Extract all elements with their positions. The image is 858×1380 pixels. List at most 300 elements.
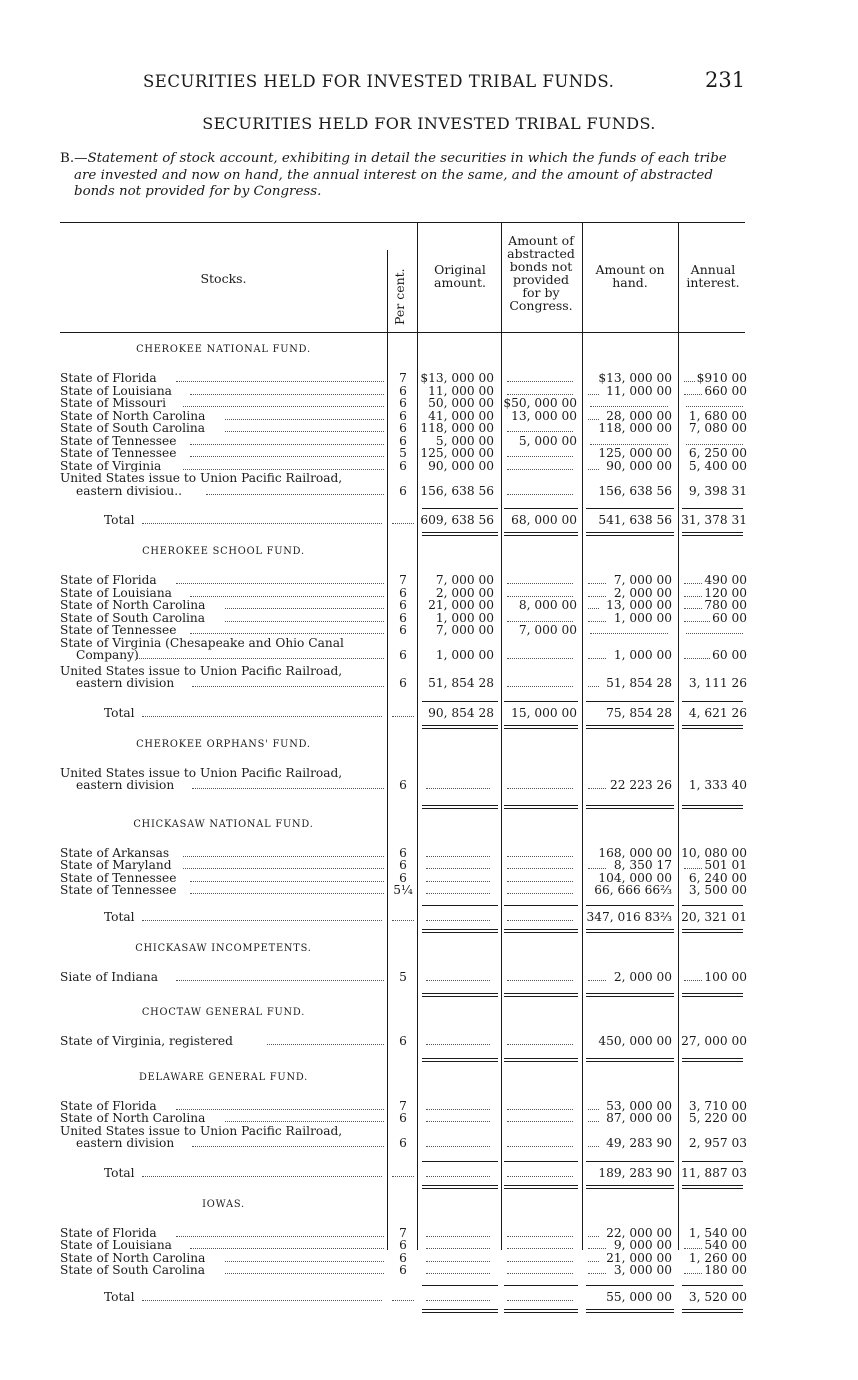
section-double-rule [504, 1309, 578, 1310]
total-rule [682, 1285, 743, 1286]
table-row [60, 397, 745, 410]
per-cent-value: 7 [399, 1225, 407, 1240]
section-double-rule [682, 993, 743, 994]
amount-hand: 28, 000 00 [606, 408, 672, 423]
empty-cell-dots [426, 980, 490, 981]
amount-leader-dots [684, 608, 702, 609]
stock-name: State of Florida [60, 1226, 157, 1239]
amount-int: 60 00 [712, 610, 747, 625]
section-double-rule [504, 532, 578, 533]
leader-dots [142, 1176, 382, 1177]
leader-dots [192, 788, 384, 789]
section-double-rule [682, 1188, 743, 1189]
stock-name: State of Virginia [60, 459, 162, 472]
amount-int: 501 01 [704, 858, 747, 872]
amount-int: 100 00 [704, 969, 747, 984]
leader-dots [190, 633, 384, 634]
leader-dots [225, 608, 384, 609]
table-row-total [60, 911, 745, 924]
amount-hand: 53, 000 00 [606, 1098, 672, 1113]
amount-leader-dots [588, 394, 599, 395]
amount-int: 3, 111 26 [688, 676, 747, 690]
amount-leader-dots [684, 394, 702, 395]
securities-table [60, 222, 747, 1304]
amount-orig: 156, 638 56 [420, 483, 494, 498]
total-hand: 55, 000 00 [606, 1289, 672, 1304]
stock-name-line1: United States issue to Union Pacific Railroad, [60, 664, 343, 678]
per-cent-value: 6 [399, 383, 407, 398]
stock-name: State of Missouri [60, 397, 167, 410]
leader-dots [225, 621, 384, 622]
per-cent-value: 6 [399, 598, 407, 612]
total-label: Total [104, 1166, 135, 1179]
per-cent-value: 6 [399, 870, 407, 885]
empty-cell-dots [426, 1300, 490, 1301]
empty-cell-dots [426, 1109, 490, 1110]
section-double-rule [586, 532, 674, 533]
total-rule [504, 1161, 578, 1162]
amount-leader-dots [588, 621, 606, 622]
amount-orig: 1, 000 00 [435, 648, 494, 662]
table-row-total [60, 1167, 745, 1180]
amount-leader-dots [684, 868, 702, 869]
per-cent-value: 7 [399, 573, 407, 587]
total-rule [586, 1285, 674, 1286]
section-title: CHEROKEE SCHOOL FUND. [142, 546, 305, 557]
leader-dots [225, 1273, 384, 1274]
empty-cell-dots [426, 788, 490, 789]
section-title: CHICKASAW INCOMPETENTS. [135, 942, 312, 954]
stock-name: State of North Carolina [60, 599, 206, 612]
total-rule [682, 1161, 743, 1162]
section-double-rule [682, 805, 743, 806]
empty-cell-dots [590, 444, 668, 445]
table-row [60, 859, 745, 872]
amount-hand: 13, 000 00 [606, 598, 672, 612]
section-double-rule [422, 1309, 498, 1310]
table-row-total [60, 1291, 745, 1304]
empty-cell-dots [686, 444, 743, 445]
per-cent-value: 6 [399, 1136, 407, 1150]
amount-hand: 21, 000 00 [606, 1250, 672, 1265]
section-double-rule [682, 1058, 743, 1059]
total-rule [682, 701, 743, 702]
amount-hand: 104, 000 00 [598, 870, 672, 885]
amount-orig: 51, 854 28 [428, 676, 494, 690]
amount-int: 1, 680 00 [688, 408, 747, 423]
section-double-rule [586, 1312, 674, 1313]
section-double-rule [422, 929, 498, 930]
amount-leader-dots [588, 1273, 606, 1274]
amount-hand: 87, 000 00 [606, 1111, 672, 1125]
leader-dots [176, 583, 384, 584]
per-cent-value: 7 [399, 371, 407, 385]
section-double-rule [586, 728, 674, 729]
stock-name: Siate of Indiana [60, 970, 158, 983]
leader-dots [190, 881, 384, 882]
empty-cell-dots [426, 1261, 490, 1262]
empty-cell-dots [426, 893, 490, 894]
section-double-rule [586, 1309, 674, 1310]
total-rule [504, 1285, 578, 1286]
amount-hand: 22 223 26 [609, 778, 672, 792]
empty-cell-dots [426, 1146, 490, 1147]
per-cent-value: 6 [399, 433, 407, 448]
amount-hand: 7, 000 00 [613, 573, 672, 587]
amount-int: 5, 220 00 [688, 1111, 747, 1125]
total-label: Total [104, 514, 135, 527]
amount-leader-dots [588, 980, 606, 981]
column-rule [582, 222, 583, 1250]
empty-cell-dots [507, 658, 573, 659]
empty-cell-dots [507, 893, 573, 894]
per-cent-value: 6 [399, 585, 407, 600]
table-row [60, 1125, 745, 1150]
empty-cell-dots [507, 621, 573, 622]
empty-cell-dots [426, 868, 490, 869]
amount-orig: 7, 000 00 [435, 573, 494, 587]
stock-name: State of Virginia, registered [60, 1035, 233, 1048]
empty-cell-dots [507, 381, 573, 382]
empty-cell-dots [507, 881, 573, 882]
empty-cell-dots [507, 980, 573, 981]
header-bottom-rule [60, 332, 745, 333]
leader-dots [206, 494, 384, 495]
amount-hand: 90, 000 00 [606, 458, 672, 473]
amount-int: 780 00 [704, 598, 747, 612]
amount-leader-dots [588, 596, 606, 597]
total-hand: 189, 283 90 [598, 1165, 672, 1180]
section-double-rule [586, 1188, 674, 1189]
leader-dots [190, 596, 384, 597]
leader-dots [142, 523, 382, 524]
total-rule [504, 701, 578, 702]
column-rule [417, 222, 418, 1250]
empty-cell-dots [507, 583, 573, 584]
amount-hand: 9, 000 00 [613, 1238, 672, 1252]
stock-name: State of Florida [60, 372, 157, 385]
section-double-rule [586, 725, 674, 726]
total-int: 4, 621 26 [688, 705, 747, 720]
leader-dots [192, 1146, 384, 1147]
leader-dots [136, 658, 384, 659]
empty-cell-dots [507, 1146, 573, 1147]
leader-dots [267, 1044, 384, 1045]
amount-int: 6, 240 00 [688, 870, 747, 885]
empty-cell-dots [507, 1176, 573, 1177]
section-double-rule [682, 1309, 743, 1310]
amount-orig: 90, 000 00 [428, 458, 494, 473]
amount-leader-dots [588, 469, 599, 470]
leader-dots [190, 394, 384, 395]
table-row [60, 884, 745, 897]
empty-cell-dots [507, 469, 573, 470]
amount-leader-dots [588, 419, 599, 420]
amount-hand: 1, 000 00 [613, 648, 672, 662]
leader-dots [142, 716, 382, 717]
section-double-rule [682, 929, 743, 930]
per-cent-value: 6 [399, 1250, 407, 1265]
per-cent-value: 5¼ [393, 883, 413, 897]
section-double-rule [586, 996, 674, 997]
empty-cell-dots [507, 1044, 573, 1045]
table-row-total [60, 514, 745, 527]
section-double-rule [504, 1188, 578, 1189]
section-double-rule [422, 996, 498, 997]
amount-hand: 168, 000 00 [598, 845, 672, 860]
total-hand: 75, 854 28 [606, 705, 672, 720]
stock-name-line1: United States issue to Union Pacific Railroad, [60, 766, 343, 780]
stock-name: State of Arkansas [60, 846, 170, 859]
section-title: CHOCTAW GENERAL FUND. [141, 1007, 306, 1018]
leader-dots [392, 716, 414, 717]
amount-leader-dots [588, 868, 606, 869]
section-double-rule [504, 996, 578, 997]
empty-cell-dots [507, 596, 573, 597]
header-original-amount: Original amount. [434, 262, 486, 290]
per-cent-value: 5 [399, 446, 407, 460]
section-double-rule [586, 808, 674, 809]
stock-name-line1: State of Virginia (Chesapeake and Ohio Canal [60, 636, 344, 650]
table-top-rule [60, 222, 745, 223]
amount-int: 1, 260 00 [688, 1250, 747, 1265]
per-cent-value: 6 [399, 396, 407, 410]
amount-hand: 66, 666 66⅔ [594, 883, 672, 897]
leader-dots [225, 1121, 384, 1122]
header-stocks: Stocks. [200, 271, 247, 286]
amount-orig: 50, 000 00 [428, 396, 494, 410]
amount-hand: 125, 000 00 [598, 446, 672, 460]
section-title: CHICKASAW NATIONAL FUND. [133, 818, 314, 830]
stock-name: State of North Carolina [60, 1251, 206, 1264]
leader-dots [183, 868, 384, 869]
section-title: CHEROKEE ORPHANS' FUND. [136, 738, 311, 750]
section-double-rule [682, 808, 743, 809]
amount-hand: 118, 000 00 [598, 421, 672, 435]
empty-cell-dots [426, 1121, 490, 1122]
empty-cell-dots [507, 920, 573, 921]
section-double-rule [682, 728, 743, 729]
table-row [60, 1264, 745, 1277]
leader-dots [225, 431, 384, 432]
section-double-rule [504, 805, 578, 806]
empty-cell-dots [426, 1044, 490, 1045]
leader-dots [392, 1176, 414, 1177]
total-rule [422, 905, 498, 906]
amount-hand: $13, 000 00 [598, 371, 672, 385]
section-double-rule [586, 1058, 674, 1059]
per-cent-value: 6 [399, 778, 407, 792]
amount-abs: 7, 000 00 [518, 623, 577, 637]
stock-name: State of Tennessee [60, 624, 177, 637]
leader-dots [190, 893, 384, 894]
table-row [60, 1035, 745, 1048]
leader-dots [176, 381, 384, 382]
section-double-rule [422, 1058, 498, 1059]
statement-intro [60, 151, 750, 201]
section-double-rule [422, 728, 498, 729]
leader-dots [176, 980, 384, 981]
amount-leader-dots [684, 1248, 702, 1249]
section-double-rule [422, 808, 498, 809]
section-double-rule [504, 1061, 578, 1062]
amount-orig: 21, 000 00 [428, 598, 494, 612]
total-rule [682, 905, 743, 906]
leader-dots [392, 1300, 414, 1301]
amount-hand: 450, 000 00 [598, 1034, 672, 1048]
amount-hand: 11, 000 00 [606, 383, 672, 398]
empty-cell-dots [426, 1236, 490, 1237]
table-row [60, 372, 745, 385]
per-cent-value: 6 [399, 676, 407, 690]
section-double-rule [504, 1312, 578, 1313]
table-row [60, 767, 745, 792]
total-int: 11, 887 03 [681, 1165, 747, 1180]
amount-abs: $50, 000 00 [503, 396, 577, 410]
table-row [60, 1112, 745, 1125]
running-head [0, 70, 858, 100]
amount-int: 1, 333 40 [688, 778, 747, 792]
column-rule [678, 222, 679, 1250]
amount-int: 3, 710 00 [688, 1098, 747, 1113]
section-double-rule [586, 535, 674, 536]
total-rule [586, 508, 674, 509]
leader-dots [225, 419, 384, 420]
amount-orig: 118, 000 00 [420, 421, 494, 435]
leader-dots [190, 1248, 384, 1249]
empty-cell-dots [507, 456, 573, 457]
leader-dots [142, 1300, 382, 1301]
empty-cell-dots [507, 394, 573, 395]
table-row-total [60, 707, 745, 720]
section-double-rule [422, 535, 498, 536]
total-rule [586, 905, 674, 906]
leader-dots [176, 1109, 384, 1110]
section-double-rule [422, 1185, 498, 1186]
leader-dots [190, 444, 384, 445]
leader-dots [225, 1261, 384, 1262]
leader-dots [192, 686, 384, 687]
empty-cell-dots [426, 1176, 490, 1177]
section-double-rule [682, 996, 743, 997]
stock-name-line1: United States issue to Union Pacific Railroad, [60, 472, 343, 485]
stock-name: State of South Carolina [60, 1264, 206, 1277]
stock-name: State of Florida [60, 1099, 157, 1112]
per-cent-value: 6 [399, 623, 407, 637]
stock-name-line2: eastern divisiou.. [76, 484, 182, 497]
amount-int: 9, 398 31 [688, 483, 747, 498]
empty-cell-dots [507, 868, 573, 869]
total-label: Total [104, 910, 135, 923]
table-row [60, 624, 745, 637]
empty-cell-dots [590, 406, 668, 407]
amount-int: 60 00 [712, 648, 747, 662]
empty-cell-dots [507, 856, 573, 857]
section-double-rule [504, 1185, 578, 1186]
per-cent-value: 6 [399, 408, 407, 423]
section-double-rule [422, 532, 498, 533]
total-rule [422, 508, 498, 509]
empty-cell-dots [507, 431, 573, 432]
section-double-rule [504, 535, 578, 536]
amount-abs: 5, 000 00 [518, 433, 577, 448]
empty-cell-dots [507, 1261, 573, 1262]
per-cent-value: 7 [399, 1098, 407, 1113]
per-cent-value: 6 [399, 1034, 407, 1048]
amount-int: 2, 957 03 [688, 1136, 747, 1150]
amount-orig: 41, 000 00 [428, 408, 494, 423]
empty-cell-dots [507, 686, 573, 687]
amount-abs: 13, 000 00 [511, 408, 577, 423]
amount-int: 27, 000 00 [681, 1034, 747, 1048]
section-double-rule [504, 808, 578, 809]
section-double-rule [682, 532, 743, 533]
empty-cell-dots [426, 881, 490, 882]
amount-hand: 1, 000 00 [613, 610, 672, 625]
section-double-rule [586, 1185, 674, 1186]
section-double-rule [504, 929, 578, 930]
total-rule [682, 508, 743, 509]
leader-dots [183, 469, 384, 470]
amount-int: 180 00 [704, 1263, 747, 1277]
leader-dots [392, 920, 414, 921]
amount-leader-dots [588, 658, 606, 659]
total-label: Total [104, 706, 135, 719]
section-double-rule [422, 1312, 498, 1313]
leader-dots [190, 456, 384, 457]
empty-cell-dots [507, 1109, 573, 1110]
header-abstracted-bonds: Amount of abstracted bonds not provided for by Congress. [507, 233, 575, 313]
table-row [60, 599, 745, 612]
empty-cell-dots [507, 1236, 573, 1237]
total-hand: 347, 016 83⅔ [586, 909, 672, 924]
table-row [60, 1239, 745, 1252]
amount-int: $910 00 [696, 371, 747, 385]
amount-leader-dots [588, 788, 606, 789]
section-title: IOWAS. [202, 1198, 245, 1210]
section-double-rule [586, 993, 674, 994]
amount-leader-dots [684, 381, 695, 382]
stock-name: State of Tennessee [60, 884, 177, 897]
amount-hand: 8, 350 17 [613, 858, 672, 872]
amount-leader-dots [684, 596, 702, 597]
total-abs: 15, 000 00 [511, 705, 577, 720]
amount-leader-dots [684, 621, 710, 622]
section-double-rule [504, 932, 578, 933]
amount-orig: 125, 000 00 [420, 446, 494, 460]
amount-leader-dots [588, 1146, 599, 1147]
per-cent-value: 6 [399, 458, 407, 473]
total-orig: 609, 638 56 [420, 513, 494, 527]
table-row [60, 665, 745, 690]
stock-name-line1: United States issue to Union Pacific Railroad, [60, 1124, 343, 1138]
empty-cell-dots [686, 633, 743, 634]
amount-int: 7, 080 00 [688, 421, 747, 435]
stock-name: State of Louisiana [60, 1239, 172, 1252]
total-rule [504, 905, 578, 906]
amount-int: 10, 080 00 [681, 845, 747, 860]
amount-int: 3, 500 00 [688, 883, 747, 897]
header-amount-on-hand: Amount on hand. [595, 262, 665, 290]
stock-name-line2: eastern division [76, 1137, 175, 1150]
empty-cell-dots [507, 1121, 573, 1122]
stock-name: State of South Carolina [60, 611, 206, 624]
amount-orig: 2, 000 00 [435, 585, 494, 600]
amount-hand: 3, 000 00 [613, 1263, 672, 1277]
table-row [60, 447, 745, 460]
per-cent-value: 6 [399, 845, 407, 860]
section-double-rule [682, 1185, 743, 1186]
